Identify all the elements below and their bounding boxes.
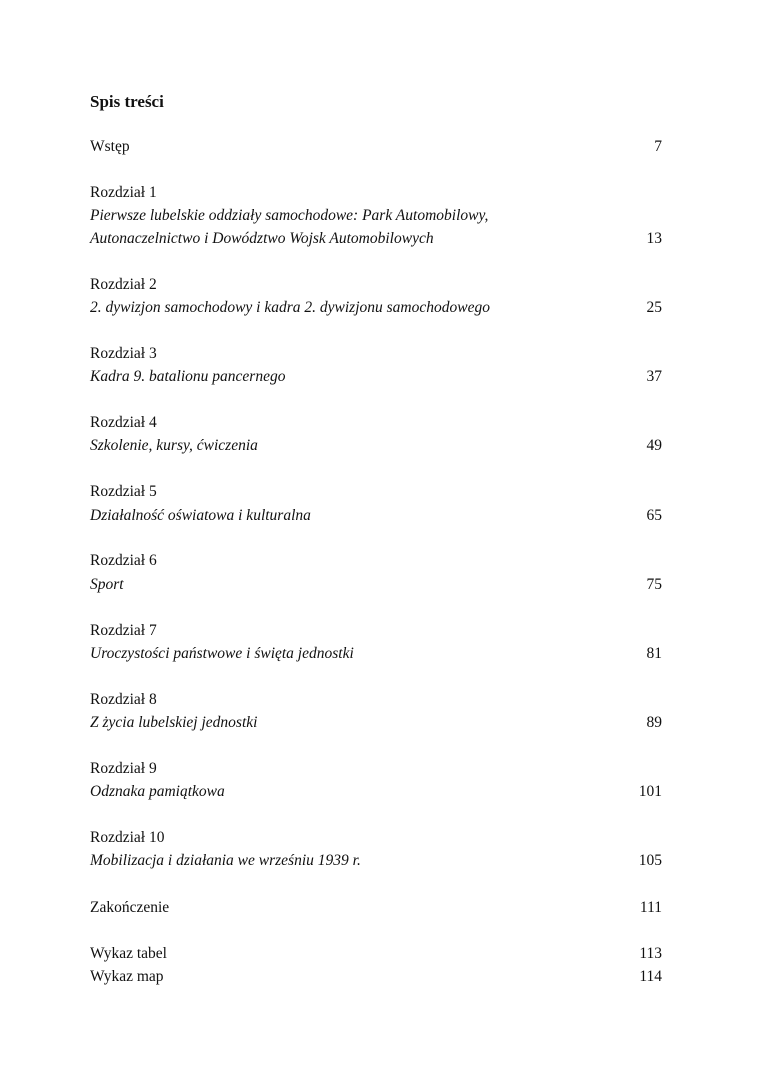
chapter-title-line [90,434,662,457]
chapter-title: Autonaczelnictwo i Dowództwo Wojsk Automobilowych [90,230,434,247]
chapter-number: Rozdział 10 [90,829,165,846]
toc-page-number: 25 [646,299,662,316]
chapter-heading [90,757,662,780]
toc-page-number: 37 [646,368,662,385]
toc-page-number: 49 [646,437,662,454]
toc-page-number: 89 [646,714,662,731]
chapter-heading [90,480,662,503]
chapter-heading [90,549,662,572]
chapter-title: Odznaka pamiątkowa [90,783,225,800]
toc-entry-maps [90,965,662,988]
chapter-heading [90,273,662,296]
toc-title: Spis treści [90,92,164,111]
toc-page-number: 7 [654,138,662,155]
toc-entry-ending [90,896,662,919]
chapter-heading [90,342,662,365]
toc-entry-label: Wykaz tabel [90,945,167,962]
chapter-number: Rozdział 9 [90,760,157,777]
toc-entry-label: Zakończenie [90,899,170,916]
chapter-number: Rozdział 4 [90,414,157,431]
chapter-number: Rozdział 1 [90,184,157,201]
chapter-title: Uroczystości państwowe i święta jednostki [90,645,354,662]
chapter-title-line [90,573,662,596]
chapter-title: 2. dywizjon samochodowy i kadra 2. dywizjonu samochodowego [90,299,490,316]
chapter-heading [90,181,662,204]
toc-page-number: 81 [646,645,662,662]
chapter-title-line [90,642,662,665]
chapter-title-line [90,780,662,803]
chapter-title-line [90,849,662,872]
toc-page-number: 105 [638,852,662,869]
chapter-number: Rozdział 8 [90,691,157,708]
chapter-title: Mobilizacja i działania we wrześniu 1939 r. [90,852,361,869]
chapter-title-line [90,504,662,527]
chapter-title: Szkolenie, kursy, ćwiczenia [90,437,258,454]
chapter-title: Z życia lubelskiej jednostki [90,714,258,731]
chapter-number: Rozdział 3 [90,345,157,362]
toc-page-number: 114 [639,968,662,985]
toc-entry-label: Wykaz map [90,968,164,985]
chapter-heading [90,826,662,849]
chapter-heading [90,688,662,711]
chapter-title-line [90,204,662,227]
chapter-heading [90,411,662,434]
toc-page-number: 111 [639,899,662,916]
toc-entry-intro [90,135,662,158]
chapter-title: Działalność oświatowa i kulturalna [90,507,311,524]
chapter-heading [90,619,662,642]
toc-page-number: 113 [639,945,662,962]
chapter-title-line [90,227,662,250]
toc-entry-tables [90,942,662,965]
chapter-title-line [90,296,662,319]
chapter-number: Rozdział 7 [90,622,157,639]
chapter-number: Rozdział 2 [90,276,157,293]
chapter-title-line [90,711,662,734]
toc-entry-label: Wstęp [90,138,130,155]
chapter-number: Rozdział 6 [90,552,157,569]
chapter-title-line [90,365,662,388]
toc-page-number: 13 [646,230,662,247]
toc-page-number: 101 [638,783,662,800]
chapter-number: Rozdział 5 [90,483,157,500]
chapter-title: Kadra 9. batalionu pancernego [90,368,286,385]
chapter-title: Sport [90,576,124,593]
toc-page-number: 75 [646,576,662,593]
toc-page-number: 65 [646,507,662,524]
chapter-title: Pierwsze lubelskie oddziały samochodowe: Park Automobilowy, [90,207,489,224]
